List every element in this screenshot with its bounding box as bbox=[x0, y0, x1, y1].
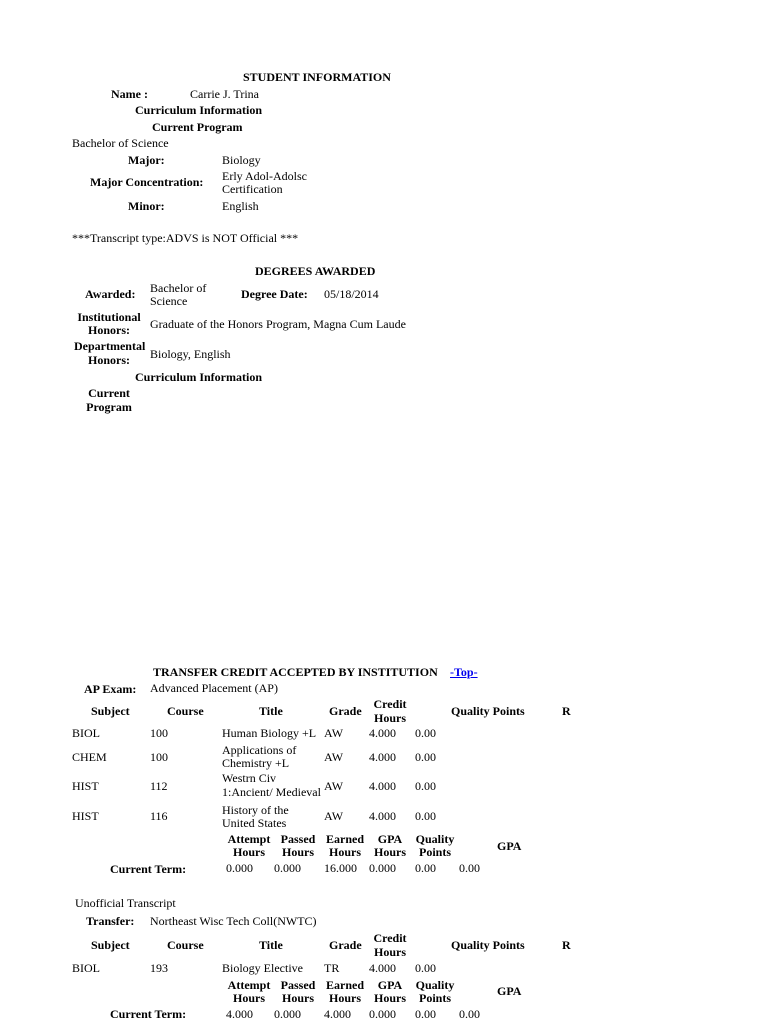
totals-header-quality-line2: Points bbox=[418, 845, 451, 859]
total-gpa-hours: 0.000 bbox=[369, 1007, 396, 1021]
col-header-subject: Subject bbox=[91, 938, 130, 952]
col-header-course: Course bbox=[167, 704, 204, 718]
degree-date-label: Degree Date: bbox=[241, 287, 308, 301]
total-earned-hours: 16.000 bbox=[324, 861, 357, 875]
degree-date-value: 05/18/2014 bbox=[324, 287, 379, 301]
totals-header-earned-line1: Earned bbox=[325, 978, 364, 992]
current-program-label: Current Program bbox=[152, 120, 243, 134]
totals-header-gpa-hours-line1: GPA bbox=[377, 832, 403, 846]
totals-header-passed-line1: Passed bbox=[280, 978, 316, 992]
col-header-quality-points: Quality Points bbox=[451, 938, 525, 952]
totals-header-attempt-line2: Hours bbox=[232, 845, 265, 859]
course-grade: AW bbox=[324, 750, 344, 764]
col-header-title: Title bbox=[259, 704, 283, 718]
degree-curriculum-heading: Curriculum Information bbox=[135, 370, 262, 384]
total-earned-hours: 4.000 bbox=[324, 1007, 351, 1021]
totals-header-quality-line1: Quality bbox=[415, 832, 455, 846]
course-subject: HIST bbox=[72, 779, 99, 793]
transfer-institution: Northeast Wisc Tech Coll(NWTC) bbox=[150, 914, 317, 928]
col-header-credit-line1: Credit bbox=[373, 931, 407, 945]
departmental-honors-value: Biology, English bbox=[150, 347, 231, 361]
total-attempt-hours: 0.000 bbox=[226, 861, 253, 875]
major-value: Biology bbox=[222, 153, 261, 167]
totals-header-gpa-hours-line2: Hours bbox=[373, 845, 406, 859]
current-program-label-line1: Current bbox=[88, 386, 130, 400]
course-number: 193 bbox=[150, 961, 168, 975]
totals-header-attempt-line1: Attempt bbox=[227, 978, 271, 992]
col-header-credit-line2: Hours bbox=[373, 945, 406, 959]
degrees-heading: DEGREES AWARDED bbox=[255, 264, 376, 278]
totals-header-quality-line1: Quality bbox=[415, 978, 455, 992]
course-title-line1: Applications of bbox=[222, 743, 297, 757]
col-header-grade: Grade bbox=[329, 704, 362, 718]
total-passed-hours: 0.000 bbox=[274, 861, 301, 875]
course-quality-points: 0.00 bbox=[415, 726, 436, 740]
minor-label: Minor: bbox=[128, 199, 165, 213]
total-gpa: 0.00 bbox=[459, 861, 480, 875]
student-info-heading: STUDENT INFORMATION bbox=[243, 70, 391, 84]
col-header-subject: Subject bbox=[91, 704, 130, 718]
awarded-label: Awarded: bbox=[85, 287, 136, 301]
institutional-honors-label-line2: Honors: bbox=[88, 323, 130, 337]
totals-header-gpa: GPA bbox=[497, 984, 522, 998]
col-header-grade: Grade bbox=[329, 938, 362, 952]
course-credit: 4.000 bbox=[369, 809, 396, 823]
total-quality-points: 0.00 bbox=[415, 1007, 436, 1021]
course-subject: CHEM bbox=[72, 750, 107, 764]
totals-header-attempt-line1: Attempt bbox=[227, 832, 271, 846]
total-gpa-hours: 0.000 bbox=[369, 861, 396, 875]
institutional-honors-value: Graduate of the Honors Program, Magna Cum Laude bbox=[150, 317, 406, 331]
course-subject: HIST bbox=[72, 809, 99, 823]
col-header-title: Title bbox=[259, 938, 283, 952]
course-grade: AW bbox=[324, 726, 344, 740]
departmental-honors-label-line1: Departmental bbox=[74, 339, 146, 353]
course-number: 116 bbox=[150, 809, 168, 823]
concentration-label: Major Concentration: bbox=[90, 175, 204, 189]
ap-exam-value: Advanced Placement (AP) bbox=[150, 681, 278, 695]
total-attempt-hours: 4.000 bbox=[226, 1007, 253, 1021]
course-quality-points: 0.00 bbox=[415, 961, 436, 975]
totals-header-attempt-line2: Hours bbox=[232, 991, 265, 1005]
student-name: Carrie J. Trina bbox=[190, 87, 259, 101]
totals-header-passed-line2: Hours bbox=[281, 845, 314, 859]
ap-exam-label: AP Exam: bbox=[84, 682, 137, 696]
transcript-type-note: ***Transcript type:ADVS is NOT Official *** bbox=[72, 231, 299, 245]
top-link[interactable]: -Top- bbox=[450, 665, 478, 679]
course-grade: AW bbox=[324, 809, 344, 823]
col-header-quality-points: Quality Points bbox=[451, 704, 525, 718]
minor-value: English bbox=[222, 199, 259, 213]
course-credit: 4.000 bbox=[369, 726, 396, 740]
course-number: 112 bbox=[150, 779, 168, 793]
course-credit: 4.000 bbox=[369, 750, 396, 764]
totals-header-quality-line2: Points bbox=[418, 991, 451, 1005]
name-label: Name : bbox=[111, 87, 148, 101]
total-passed-hours: 0.000 bbox=[274, 1007, 301, 1021]
total-quality-points: 0.00 bbox=[415, 861, 436, 875]
course-quality-points: 0.00 bbox=[415, 809, 436, 823]
course-quality-points: 0.00 bbox=[415, 779, 436, 793]
course-title: Human Biology +L bbox=[222, 726, 317, 740]
concentration-value-line1: Erly Adol-Adolsc bbox=[222, 169, 307, 183]
awarded-value-line1: Bachelor of bbox=[150, 281, 207, 295]
course-grade: AW bbox=[324, 779, 344, 793]
col-header-r: R bbox=[562, 704, 571, 718]
totals-header-earned-line1: Earned bbox=[325, 832, 364, 846]
course-quality-points: 0.00 bbox=[415, 750, 436, 764]
concentration-value-line2: Certification bbox=[222, 182, 283, 196]
totals-header-passed-line2: Hours bbox=[281, 991, 314, 1005]
totals-header-gpa: GPA bbox=[497, 839, 522, 853]
totals-header-gpa-hours-line1: GPA bbox=[377, 978, 403, 992]
current-program-label-line2: Program bbox=[86, 400, 132, 414]
course-credit: 4.000 bbox=[369, 961, 396, 975]
course-title-line1: History of the bbox=[222, 803, 289, 817]
transfer-credit-heading: TRANSFER CREDIT ACCEPTED BY INSTITUTION bbox=[153, 665, 438, 679]
major-label: Major: bbox=[128, 153, 165, 167]
totals-header-earned-line2: Hours bbox=[328, 845, 361, 859]
course-title-line1: Westrn Civ bbox=[222, 771, 277, 785]
totals-header-earned-line2: Hours bbox=[328, 991, 361, 1005]
col-header-course: Course bbox=[167, 938, 204, 952]
course-title: Biology Elective bbox=[222, 961, 303, 975]
total-gpa: 0.00 bbox=[459, 1007, 480, 1021]
col-header-r: R bbox=[562, 938, 571, 952]
curriculum-heading: Curriculum Information bbox=[135, 103, 262, 117]
totals-header-passed-line1: Passed bbox=[280, 832, 316, 846]
institutional-honors-label-line1: Institutional bbox=[77, 310, 141, 324]
col-header-credit-line1: Credit bbox=[373, 697, 407, 711]
unofficial-transcript-title: Unofficial Transcript bbox=[75, 896, 176, 910]
departmental-honors-label-line2: Honors: bbox=[88, 353, 130, 367]
course-grade: TR bbox=[324, 961, 340, 975]
totals-header-gpa-hours-line2: Hours bbox=[373, 991, 406, 1005]
course-subject: BIOL bbox=[72, 961, 100, 975]
transfer-label: Transfer: bbox=[86, 914, 135, 928]
course-title-line2: 1:Ancient/ Medieval bbox=[222, 785, 321, 799]
course-title-line2: Chemistry +L bbox=[222, 756, 290, 770]
program-value: Bachelor of Science bbox=[72, 136, 169, 150]
course-title-line2: United States bbox=[222, 816, 287, 830]
course-credit: 4.000 bbox=[369, 779, 396, 793]
course-number: 100 bbox=[150, 726, 168, 740]
awarded-value-line2: Science bbox=[150, 294, 188, 308]
course-number: 100 bbox=[150, 750, 168, 764]
current-term-label: Current Term: bbox=[110, 862, 187, 876]
current-term-label: Current Term: bbox=[110, 1007, 187, 1021]
col-header-credit-line2: Hours bbox=[373, 711, 406, 725]
course-subject: BIOL bbox=[72, 726, 100, 740]
